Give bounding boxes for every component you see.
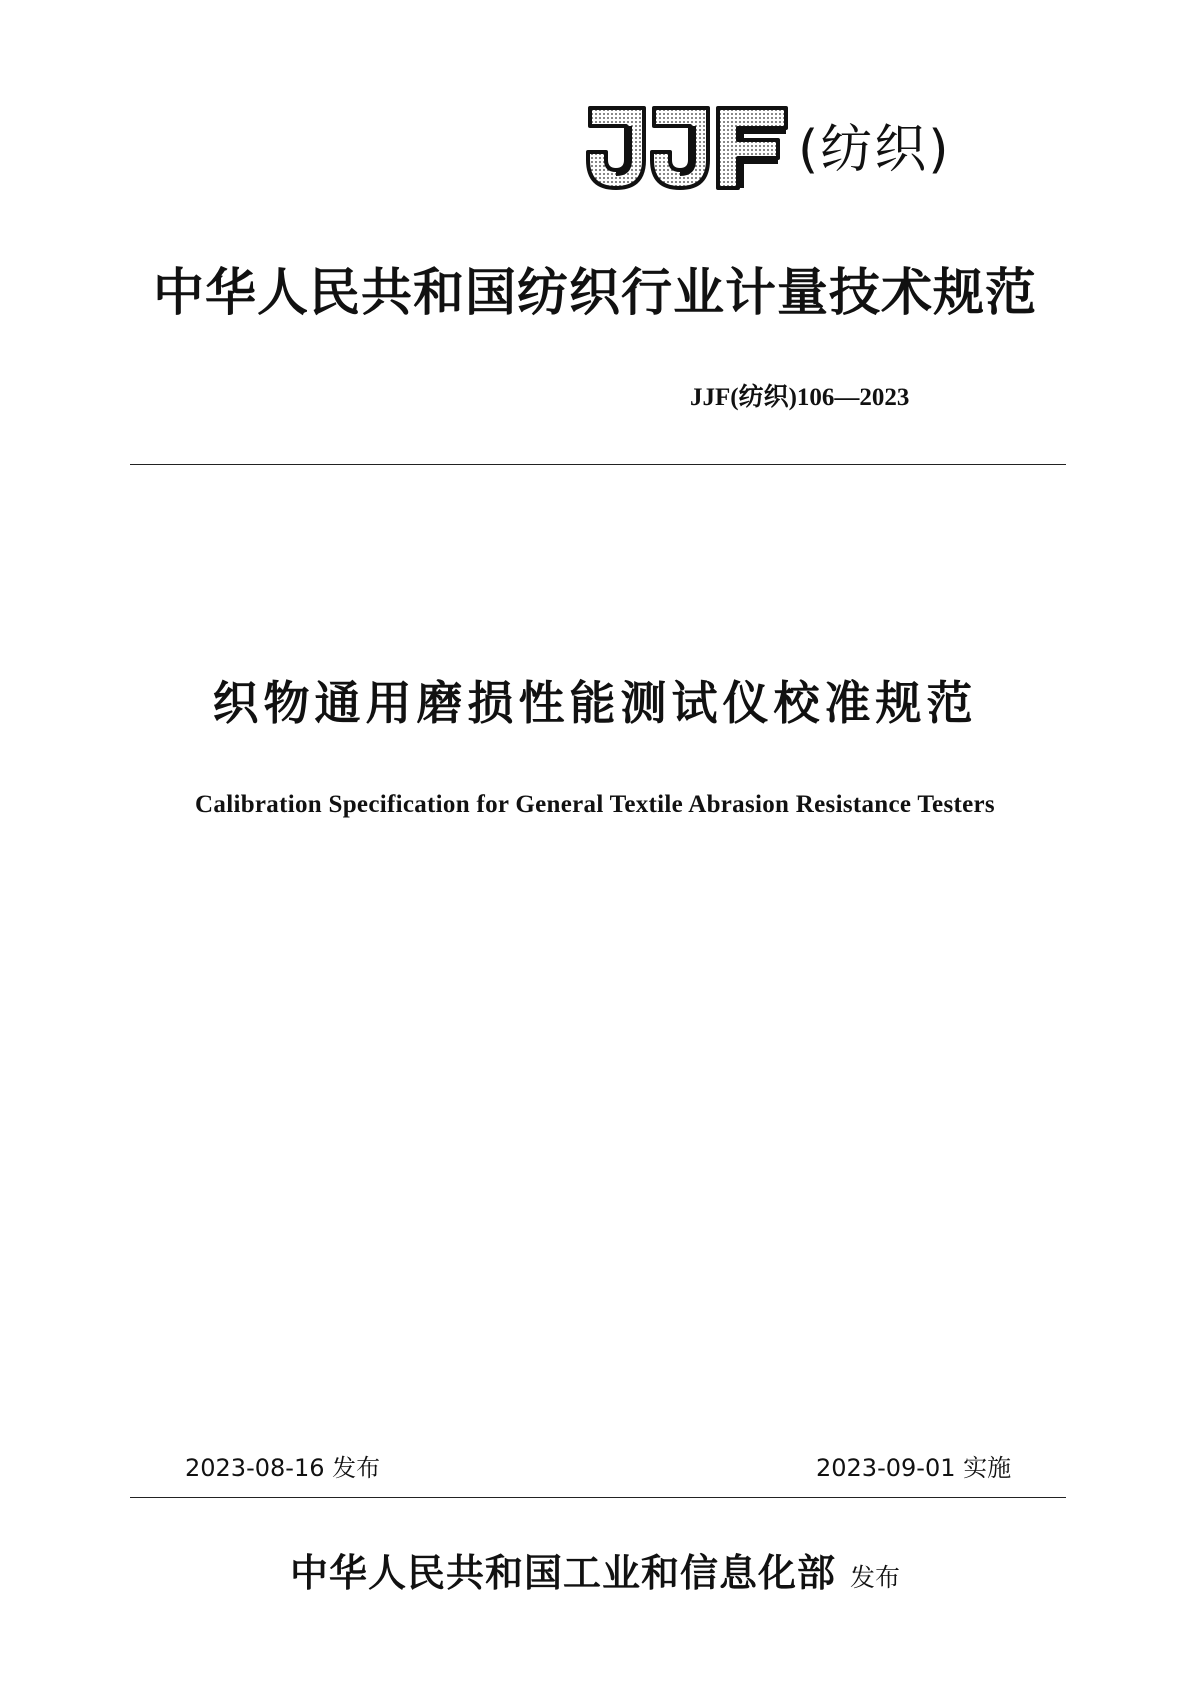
top-divider (130, 464, 1066, 465)
english-title: Calibration Specification for General Textile Abrasion Resistance Testers (195, 791, 995, 818)
chinese-title: 织物通用磨损性能测试仪校准规范 (212, 676, 978, 730)
publisher (120, 1550, 1070, 1595)
document-code: JJF(纺织)106—2023 (690, 384, 910, 411)
publisher-action: 发布 (850, 1563, 901, 1592)
jjf-logo-mark (582, 100, 792, 196)
bottom-divider (130, 1497, 1066, 1498)
jjf-logo (582, 100, 951, 196)
organization-title: 中华人民共和国纺织行业计量技术规范 (152, 263, 1037, 323)
logo-subtitle: (纺织) (798, 120, 951, 180)
publisher-name: 中华人民共和国工业和信息化部 (289, 1550, 836, 1595)
issue-date: 2023-08-16 发布 (185, 1454, 381, 1482)
effective-date: 2023-09-01 实施 (816, 1454, 1012, 1482)
